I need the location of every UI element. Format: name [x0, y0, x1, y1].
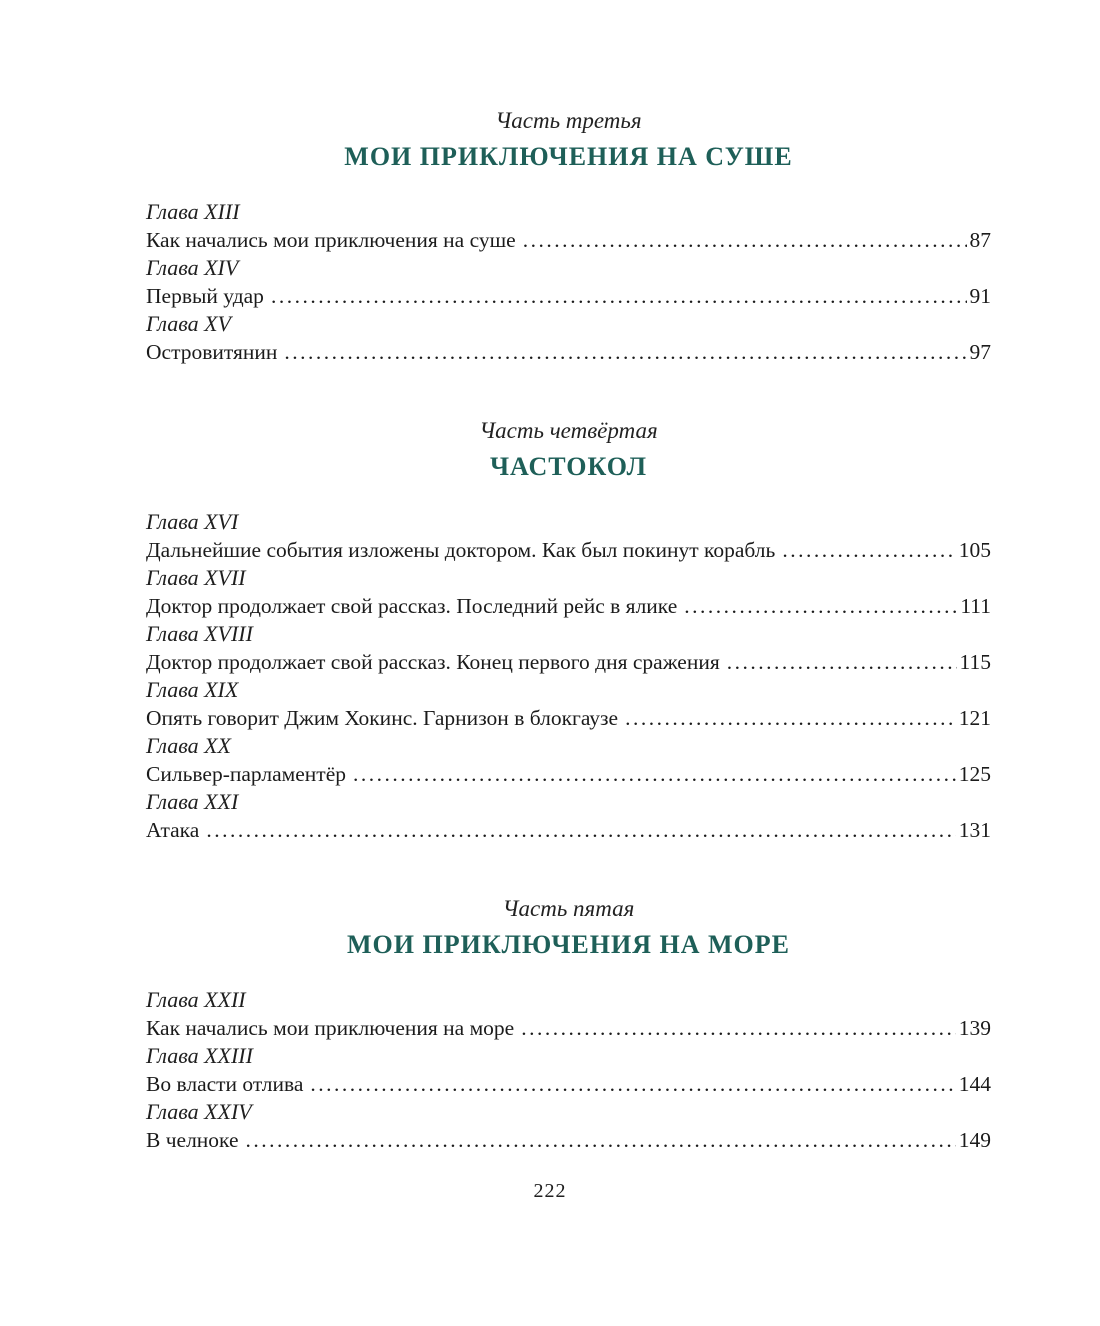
entry-page: 115: [959, 650, 991, 674]
chapter-label: Глава XIV: [146, 255, 239, 280]
toc-line: [146, 816, 991, 844]
part-title: МОИ ПРИКЛЮЧЕНИЯ НА МОРЕ: [347, 930, 790, 959]
chapter-label: Глава XXI: [146, 789, 239, 814]
dot-leader-icon: [206, 816, 955, 844]
entry-page: 139: [958, 1016, 991, 1040]
toc-entry: [146, 788, 991, 844]
dot-leader-icon: [310, 1070, 955, 1098]
entry-page: 149: [958, 1128, 991, 1152]
toc-entry: [146, 310, 991, 366]
entry-title: Доктор продолжает свой рассказ. Конец первого дня сражения: [146, 650, 720, 674]
chapter-label: Глава XXIII: [146, 1043, 253, 1068]
entry-page: 125: [958, 762, 991, 786]
toc-entry: [146, 676, 991, 732]
footer-page-number: 222: [533, 1180, 567, 1202]
dot-leader-icon: [284, 338, 966, 366]
toc-entries: [146, 986, 991, 1154]
dot-leader-icon: [782, 536, 955, 564]
toc-entry: [146, 254, 991, 310]
toc-entry: [146, 508, 991, 564]
chapter-label: Глава XV: [146, 311, 231, 336]
dot-leader-icon: [246, 1126, 956, 1154]
part-label: Часть третья: [495, 108, 642, 133]
toc-entry: [146, 620, 991, 676]
toc-line: [146, 226, 991, 254]
toc-line: [146, 536, 991, 564]
entry-title: Дальнейшие события изложены доктором. Как был покинут корабль: [146, 538, 776, 562]
entry-title: Атака: [146, 818, 200, 842]
entry-title: Первый удар: [146, 284, 264, 308]
dot-leader-icon: [727, 648, 957, 676]
toc-line: [146, 1126, 991, 1154]
chapter-label: Глава XVI: [146, 509, 239, 534]
entry-title: Сильвер-парламентёр: [146, 762, 346, 786]
toc-entry: [146, 198, 991, 254]
toc-section: [146, 894, 991, 1154]
toc-line: [146, 338, 991, 366]
dot-leader-icon: [523, 226, 967, 254]
entry-page: 121: [958, 706, 991, 730]
toc-line: [146, 282, 991, 310]
toc-section: [146, 106, 991, 366]
dot-leader-icon: [353, 760, 956, 788]
part-label: Часть пятая: [502, 896, 635, 921]
entry-page: 97: [969, 340, 991, 364]
entry-title: Опять говорит Джим Хокинс. Гарнизон в блокгаузе: [146, 706, 619, 730]
dot-leader-icon: [521, 1014, 956, 1042]
entry-title: Островитянин: [146, 340, 278, 364]
toc-line: [146, 1070, 991, 1098]
entry-page: 111: [960, 594, 991, 618]
toc-entry: [146, 986, 991, 1042]
chapter-label: Глава XIX: [146, 677, 239, 702]
toc-line: [146, 592, 991, 620]
toc-line: [146, 760, 991, 788]
toc-entries: [146, 508, 991, 844]
table-of-contents: [146, 106, 991, 1154]
chapter-label: Глава XXIV: [146, 1099, 252, 1124]
entry-title: Во власти отлива: [146, 1072, 304, 1096]
toc-line: [146, 704, 991, 732]
toc-entries: [146, 198, 991, 366]
entry-title: В челноке: [146, 1128, 239, 1152]
toc-line: [146, 1014, 991, 1042]
entry-title: Как начались мои приключения на суше: [146, 228, 516, 252]
part-title: ЧАСТОКОЛ: [489, 452, 648, 481]
entry-page: 105: [958, 538, 991, 562]
toc-line: [146, 648, 991, 676]
toc-entry: [146, 1098, 991, 1154]
part-label: Часть четвёртая: [479, 418, 658, 443]
chapter-label: Глава XVIII: [146, 621, 253, 646]
chapter-label: Глава XIII: [146, 199, 240, 224]
dot-leader-icon: [271, 282, 967, 310]
dot-leader-icon: [625, 704, 956, 732]
chapter-label: Глава XXII: [146, 987, 246, 1012]
toc-entry: [146, 564, 991, 620]
entry-page: 131: [958, 818, 991, 842]
entry-title: Доктор продолжает свой рассказ. Последний рейс в ялике: [146, 594, 678, 618]
part-title: МОИ ПРИКЛЮЧЕНИЯ НА СУШЕ: [344, 142, 793, 171]
dot-leader-icon: [684, 592, 957, 620]
entry-page: 87: [969, 228, 991, 252]
entry-page: 91: [969, 284, 991, 308]
toc-entry: [146, 732, 991, 788]
toc-section: [146, 416, 991, 844]
chapter-label: Глава XVII: [146, 565, 246, 590]
chapter-label: Глава XX: [146, 733, 231, 758]
toc-entry: [146, 1042, 991, 1098]
entry-title: Как начались мои приключения на море: [146, 1016, 515, 1040]
entry-page: 144: [958, 1072, 991, 1096]
